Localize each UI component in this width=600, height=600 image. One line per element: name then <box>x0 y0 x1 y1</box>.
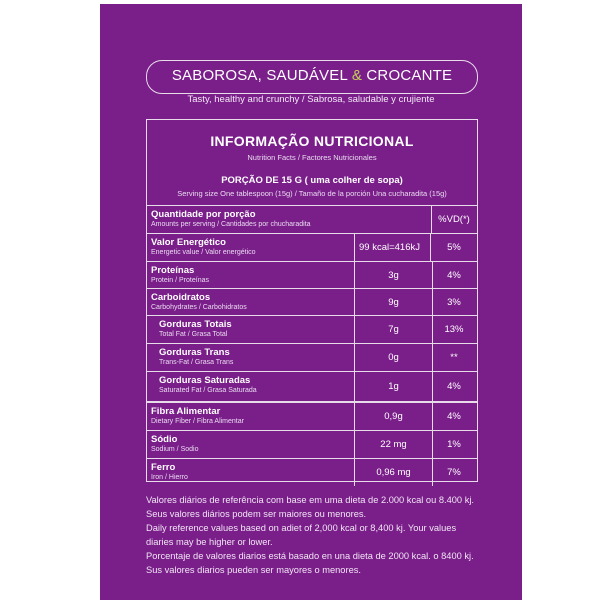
table-header-row <box>147 206 477 234</box>
header-dv: %VD(*) <box>438 214 470 225</box>
nutrient-dv: 4% <box>447 269 461 281</box>
table-row <box>147 402 477 431</box>
facts-title: INFORMAÇÃO NUTRICIONAL <box>210 133 414 149</box>
nutrient-name: Gorduras Trans <box>159 347 230 358</box>
facts-subtitle: Nutrition Facts / Factores Nutricionales <box>247 153 377 162</box>
portion-size: PORÇÃO DE 15 G ( uma colher de sopa) <box>221 175 403 186</box>
row-label-cell <box>151 434 198 453</box>
slogan-banner <box>146 60 478 94</box>
row-label-cell <box>159 319 232 338</box>
nutrient-name: Gorduras Saturadas <box>159 375 251 386</box>
row-label-cell <box>151 406 244 425</box>
nutrient-translation: Trans-Fat / Grasa Trans <box>159 359 234 366</box>
serving-size: Serving size One tablespoon (15g) / Tamaño de la porción Una cucharadita (15g) <box>177 189 447 198</box>
table-row <box>147 234 477 262</box>
nutrient-value: 9g <box>354 289 433 315</box>
nutrient-dv: 7% <box>447 467 461 478</box>
nutrient-value: 22 mg <box>354 431 433 458</box>
header-label: Quantidade por porção <box>151 209 256 220</box>
row-label-cell <box>151 237 256 256</box>
nutrient-dv: 5% <box>447 242 461 253</box>
nutrient-name: Fibra Alimentar <box>151 406 221 417</box>
nutrient-name: Carboidratos <box>151 292 211 303</box>
nutrient-name: Gorduras Totais <box>159 319 232 330</box>
nutrient-dv: 4% <box>447 381 461 392</box>
nutrient-name: Valor Energético <box>151 237 226 248</box>
table-row <box>147 262 477 289</box>
nutrient-value: 3g <box>354 262 433 288</box>
table-row <box>147 431 477 459</box>
row-label-cell <box>151 292 247 311</box>
nutrient-dv: 4% <box>447 411 461 422</box>
nutrient-translation: Iron / Hierro <box>151 474 188 481</box>
row-label-cell <box>159 347 233 366</box>
header-sub: Amounts per serving / Cantidades por chucharadita <box>151 221 311 228</box>
nutrient-name: Ferro <box>151 462 176 473</box>
tagline: Tasty, healthy and crunchy / Sabrosa, saludable y crujiente <box>187 94 435 105</box>
nutrient-dv: 13% <box>444 324 464 335</box>
nutrient-translation: Energetic value / Valor energético <box>151 249 256 256</box>
nutrient-translation: Dietary Fiber / Fibra Alimentar <box>151 418 244 425</box>
table-row <box>147 344 477 372</box>
slogan-ampersand: & <box>351 67 363 84</box>
nutrient-translation: Total Fat / Grasa Total <box>159 331 228 338</box>
footnote-es: Porcentaje de valores diarios está basado en una dieta de 2000 kcal. o 8400 kj. Sus valores diarios pueden ser mayores o menores. <box>146 551 474 575</box>
nutrient-value: 1g <box>354 372 433 401</box>
nutrient-name: Sódio <box>151 434 178 445</box>
nutrient-translation: Carbohydrates / Carbohidratos <box>151 304 247 311</box>
table-row <box>147 459 477 486</box>
nutrient-value: 0,9g <box>354 403 433 430</box>
nutrient-translation: Saturated Fat / Grasa Saturada <box>159 387 257 394</box>
nutrition-facts-box <box>146 119 478 482</box>
nutrition-table <box>147 205 477 486</box>
daily-values-footnote <box>146 493 484 577</box>
nutrient-dv: 3% <box>447 296 461 308</box>
footnote-en: Daily reference values based on adiet of 2,000 kcal or 8,400 kj. Your values diaries may be higher or lower. <box>146 523 457 547</box>
slogan-part-2: CROCANTE <box>362 67 453 84</box>
nutrient-name: Proteínas <box>151 265 195 276</box>
nutrient-dv: ** <box>450 352 458 363</box>
slogan-text <box>147 67 477 84</box>
header-label-cell <box>151 209 311 228</box>
nutrient-value: 99 kcal=416kJ <box>354 234 431 261</box>
footnote-pt: Valores diários de referência com base em uma dieta de 2.000 kcal ou 8.400 kj. Seus valores diários podem ser maiores ou menores. <box>146 495 474 519</box>
nutrient-value: 0,96 mg <box>354 459 433 486</box>
table-row <box>147 316 477 344</box>
nutrient-translation: Protein / Proteínas <box>151 277 209 284</box>
nutrient-dv: 1% <box>447 439 461 450</box>
table-row <box>147 289 477 316</box>
row-label-cell <box>151 265 209 284</box>
table-row <box>147 372 477 402</box>
nutrition-panel <box>100 4 522 600</box>
row-label-cell <box>151 462 188 481</box>
header-value-cell <box>354 206 432 233</box>
nutrient-value: 0g <box>354 344 433 371</box>
nutrient-value: 7g <box>354 316 433 343</box>
nutrient-translation: Sodium / Sodio <box>151 446 199 453</box>
row-label-cell <box>159 375 257 394</box>
slogan-part-1: SABOROSA, SAUDÁVEL <box>171 67 352 84</box>
